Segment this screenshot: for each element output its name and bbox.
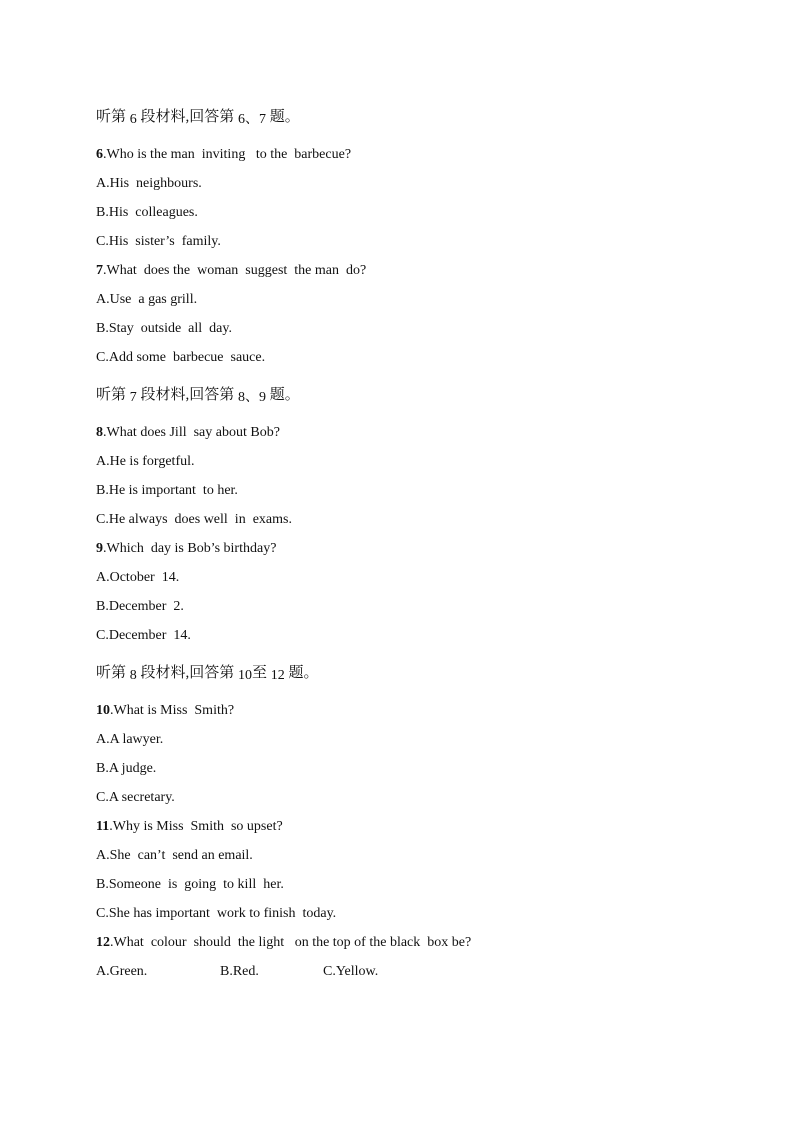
section-number: 6 xyxy=(129,112,137,127)
option-7c: C.Add some barbecue sauce. xyxy=(96,350,266,365)
option-11a: A.She can’t send an email. xyxy=(96,848,253,863)
question-number: 7 xyxy=(96,263,103,278)
option-7a: A.Use a gas grill. xyxy=(96,292,198,307)
option-9a: A.October 14. xyxy=(96,570,180,585)
option-9b: B.December 2. xyxy=(96,599,184,614)
question-11 xyxy=(96,817,736,837)
option-12c: C.Yellow. xyxy=(323,964,379,979)
section-prefix: 听第 xyxy=(96,387,127,403)
question-12 xyxy=(96,933,736,953)
section-heading-8 xyxy=(96,662,736,684)
option-9c: C.December 14. xyxy=(96,628,191,643)
section-range-end: 12 xyxy=(270,668,285,683)
option-11b: B.Someone is going to kill her. xyxy=(96,877,284,892)
option-7b: B.Stay outside all day. xyxy=(96,321,232,336)
option-10a: A.A lawyer. xyxy=(96,732,164,747)
option-8b: B.He is important to her. xyxy=(96,483,238,498)
option-12b: B.Red. xyxy=(220,964,259,979)
section-range: 8、9 xyxy=(238,390,267,405)
option-6a: A.His neighbours. xyxy=(96,176,202,191)
section-number: 8 xyxy=(129,668,137,683)
section-middle: 段材料,回答第 xyxy=(140,387,235,403)
section-suffix: 题。 xyxy=(288,665,319,681)
option-10b: B.A judge. xyxy=(96,761,157,776)
question-text: .What is Miss Smith? xyxy=(110,703,235,718)
section-range-join: 至 xyxy=(252,665,268,681)
question-number: 11 xyxy=(96,819,110,834)
question-text: .What does the woman suggest the man do? xyxy=(103,263,367,278)
section-heading-7 xyxy=(96,384,736,406)
question-9 xyxy=(96,539,736,559)
question-text: .What colour should the light on the top of the black box be? xyxy=(110,935,472,950)
option-11c: C.She has important work to finish today. xyxy=(96,906,337,921)
section-prefix: 听第 xyxy=(96,109,127,125)
question-text: .What does Jill say about Bob? xyxy=(103,425,280,440)
question-10 xyxy=(96,701,736,721)
section-prefix: 听第 xyxy=(96,665,127,681)
section-number: 7 xyxy=(129,390,137,405)
section-suffix: 题。 xyxy=(269,109,300,125)
exam-page xyxy=(96,106,736,982)
question-number: 12 xyxy=(96,935,110,950)
question-number: 8 xyxy=(96,425,103,440)
question-text: .Who is the man inviting to the barbecue? xyxy=(103,147,352,162)
section-range: 6、7 xyxy=(238,112,267,127)
section-range-start: 10 xyxy=(238,668,253,683)
section-heading-6 xyxy=(96,106,736,128)
option-6c: C.His sister’s family. xyxy=(96,234,221,249)
question-6 xyxy=(96,145,736,165)
option-8c: C.He always does well in exams. xyxy=(96,512,292,527)
question-number: 9 xyxy=(96,541,103,556)
section-middle: 段材料,回答第 xyxy=(140,665,235,681)
option-6b: B.His colleagues. xyxy=(96,205,198,220)
options-12-inline xyxy=(96,962,736,982)
option-10c: C.A secretary. xyxy=(96,790,175,805)
question-7 xyxy=(96,261,736,281)
question-text: .Why is Miss Smith so upset? xyxy=(109,819,283,834)
section-suffix: 题。 xyxy=(269,387,300,403)
question-text: .Which day is Bob’s birthday? xyxy=(103,541,277,556)
section-middle: 段材料,回答第 xyxy=(140,109,235,125)
question-8 xyxy=(96,423,736,443)
question-number: 10 xyxy=(96,703,110,718)
option-12a: A.Green. xyxy=(96,964,148,979)
option-8a: A.He is forgetful. xyxy=(96,454,195,469)
question-number: 6 xyxy=(96,147,103,162)
